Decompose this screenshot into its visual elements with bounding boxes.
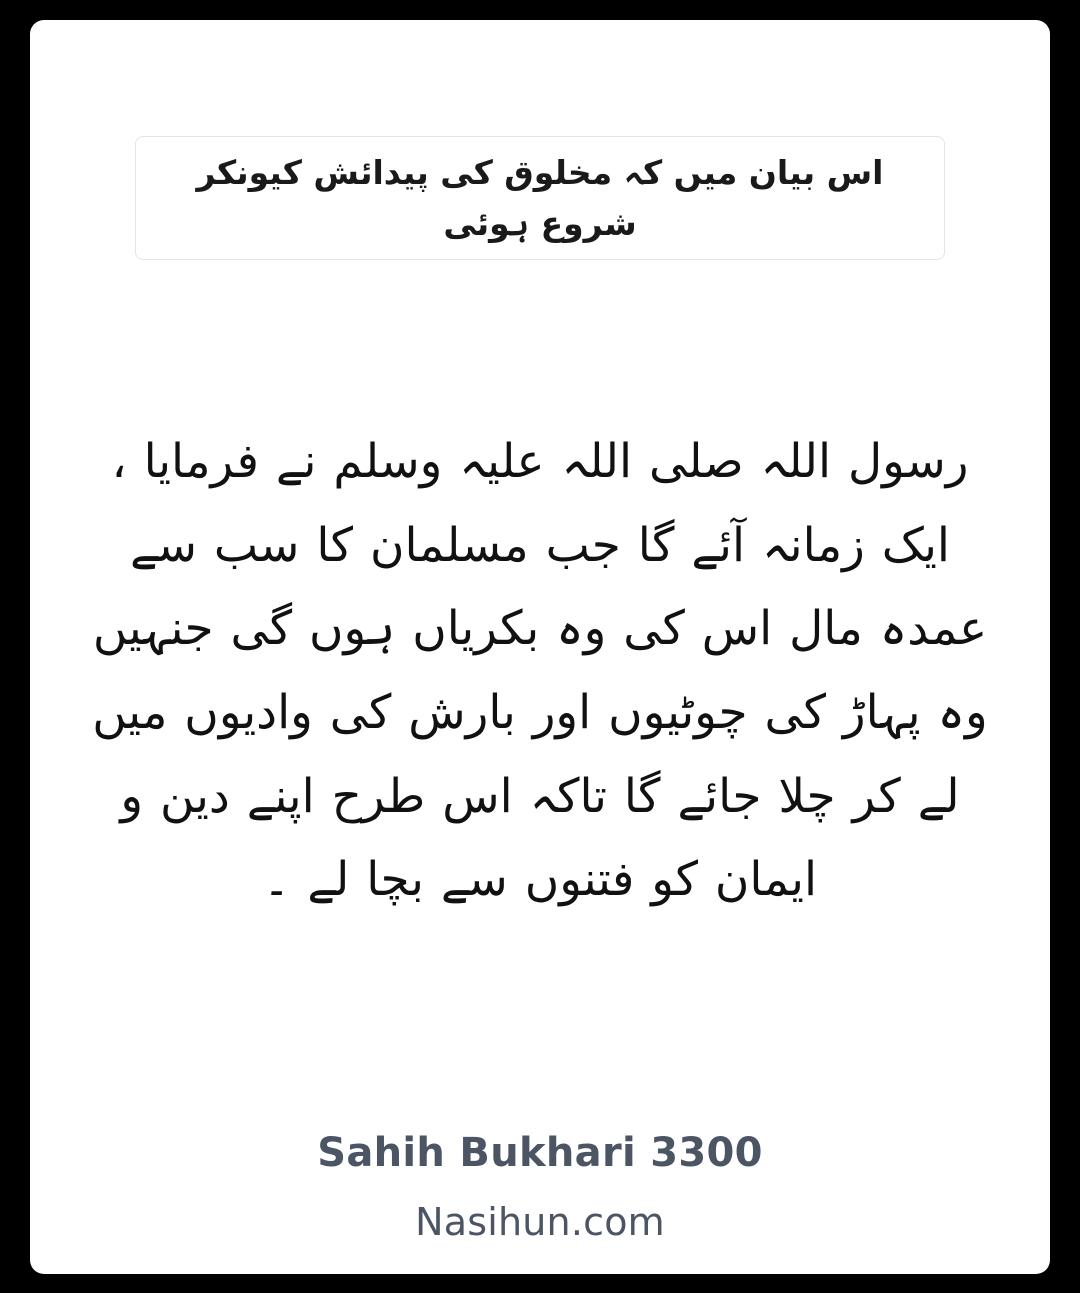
hadith-source-reference: Sahih Bukhari 3300 xyxy=(317,1130,763,1176)
website-credit: Nasihun.com xyxy=(415,1200,665,1244)
image-frame xyxy=(30,20,1050,1274)
chapter-heading-text: اس بیان میں کہ مخلوق کی پیدائش کیونکر شروع ہوئی xyxy=(196,153,884,244)
hadith-body-text: رسول اللہ صلی اللہ علیہ وسلم نے فرمایا ، ایک زمانہ آئے گا جب مسلمان کا سب سے عمدہ مال اس کی وہ بکریاں ہوں گی جنہیں وہ پہاڑ کی چوٹیوں اور بارش کی وادیوں میں لے کر چلا جائے گا تاکہ اس طرح اپنے دین و ایمان کو فتنوں سے بچا لے ۔ xyxy=(92,434,988,908)
chapter-heading-box xyxy=(135,136,945,260)
hadith-card xyxy=(30,20,1050,1274)
